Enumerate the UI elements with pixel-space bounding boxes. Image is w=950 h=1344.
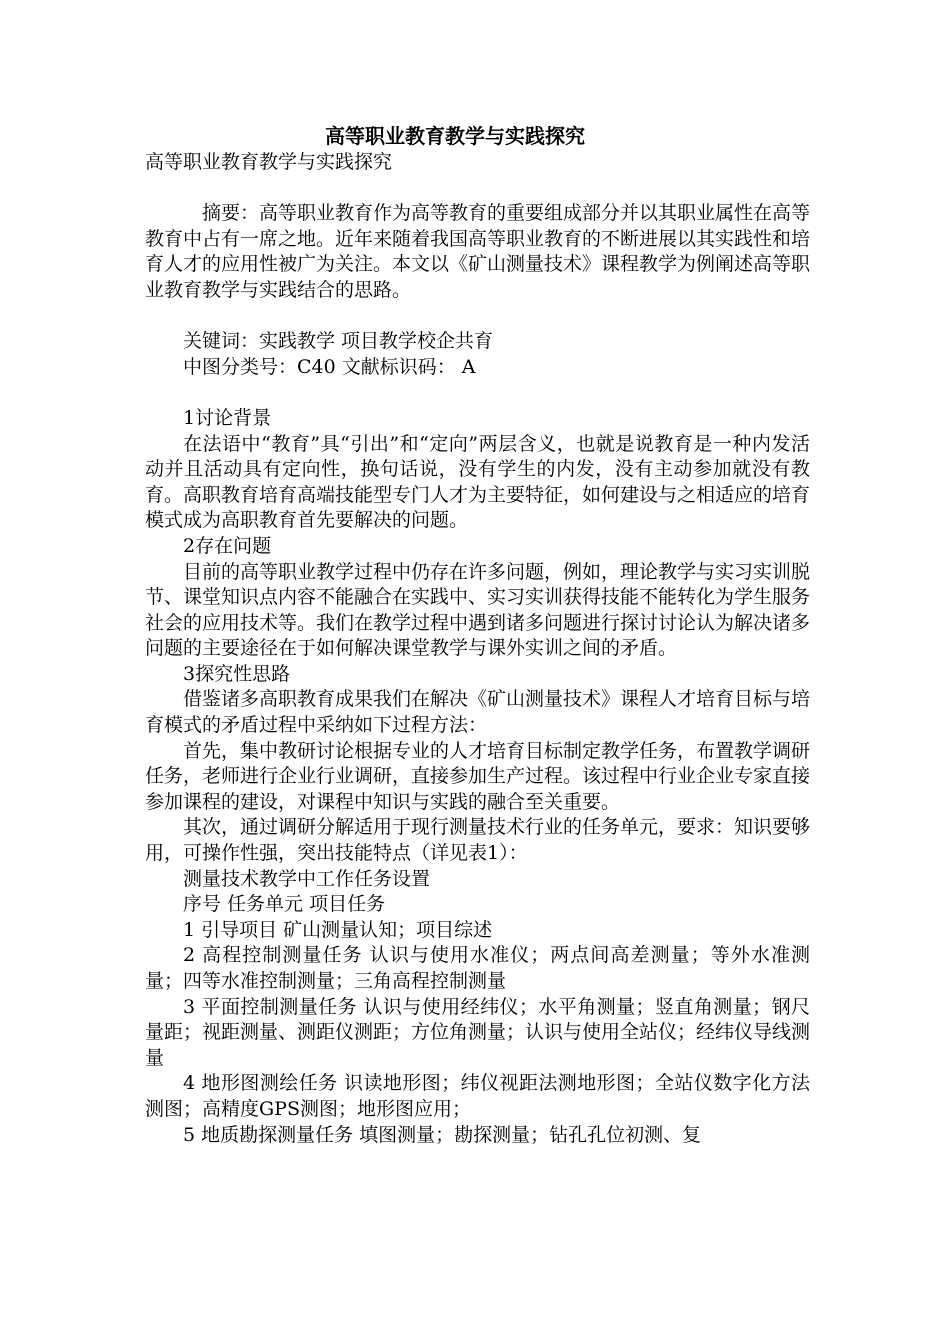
document-title: 高等职业教育教学与实践探究 xyxy=(325,124,585,148)
section-1-paragraph: 在法语中“教育”具“引出”和“定向”两层含义，也就是说教育是一种内发活动并且活动具有定向性，换句话说，没有学生的内发，没有主动参加就没有教育。高职教育培育高端技能型专门人才为主要特征，如何建设与之相适应的培育模式成为高职教育首先要解决的问题。 xyxy=(145,432,811,532)
document-subtitle: 高等职业教育教学与实践探究 xyxy=(145,151,393,173)
classification-line: 中图分类号：C40 文献标识码： A xyxy=(183,355,476,378)
spacer xyxy=(145,176,810,202)
table-row: 5 地质勘探测量任务 填图测量；勘探测量；钻孔孔位初测、复 xyxy=(183,1123,702,1146)
document-body xyxy=(145,122,810,1148)
section-2-heading: 2存在问题 xyxy=(183,534,272,557)
section-3-paragraph-3: 其次，通过调研分解适用于现行测量技术行业的任务单元，要求：知识要够用，可操作性强，突出技能特点（详见表1）： xyxy=(145,816,811,865)
table-row: 2 高程控制测量任务 认识与使用水准仪；两点间高差测量；等外水准测量；四等水准控制测量；三角高程控制测量 xyxy=(145,944,810,992)
section-3-heading: 3探究性思路 xyxy=(183,662,291,685)
spacer xyxy=(145,304,810,330)
table-row: 3 平面控制测量任务 认识与使用经纬仪；水平角测量；竖直角测量；钢尺量距；视距测量、测距仪测距；方位角测量；认识与使用全站仪；经纬仪导线测量 xyxy=(145,995,811,1069)
section-2-paragraph: 目前的高等职业教学过程中仍存在许多问题，例如，理论教学与实习实训脱节、课堂知识点内容不能融合在实践中、实习实训获得技能不能转化为学生服务社会的应用技术等。我们在教学过程中遇到诸多问题进行探讨讨论认为解决诸多问题的主要途径在于如何解决课堂教学与课外实训之间的矛盾。 xyxy=(145,560,811,660)
table-title: 测量技术教学中工作任务设置 xyxy=(183,867,431,890)
table-row: 1 引导项目 矿山测量认知；项目综述 xyxy=(183,918,493,941)
section-3-paragraph-2: 首先，集中教研讨论根据专业的人才培育目标制定教学任务，布置教学调研任务，老师进行企业行业调研，直接参加生产过程。该过程中行业企业专家直接参加课程的建设，对课程中知识与实践的融合至关重要。 xyxy=(145,739,811,813)
keywords-line: 关键词：实践教学 项目教学校企共育 xyxy=(183,330,494,353)
section-3-paragraph-1: 借鉴诸多高职教育成果我们在解决《矿山测量技术》课程人才培育目标与培育模式的矛盾过程中采纳如下过程方法： xyxy=(145,688,811,737)
table-header: 序号 任务单元 项目任务 xyxy=(183,893,386,916)
abstract-paragraph: 摘要：高等职业教育作为高等教育的重要组成部分并以其职业属性在高等教育中占有一席之地。近年来随着我国高等职业教育的不断进展以其实践性和培育人才的应用性被广为关注。本文以《矿山测量技术》课程教学为例阐述高等职业教育教学与实践结合的思路。 xyxy=(145,202,811,301)
table-row: 4 地形图测绘任务 识读地形图；纬仪视距法测地形图；全站仪数字化方法测图；高精度GPS测图；地形图应用； xyxy=(145,1072,810,1120)
spacer xyxy=(145,380,810,406)
section-1-heading: 1讨论背景 xyxy=(183,406,272,429)
